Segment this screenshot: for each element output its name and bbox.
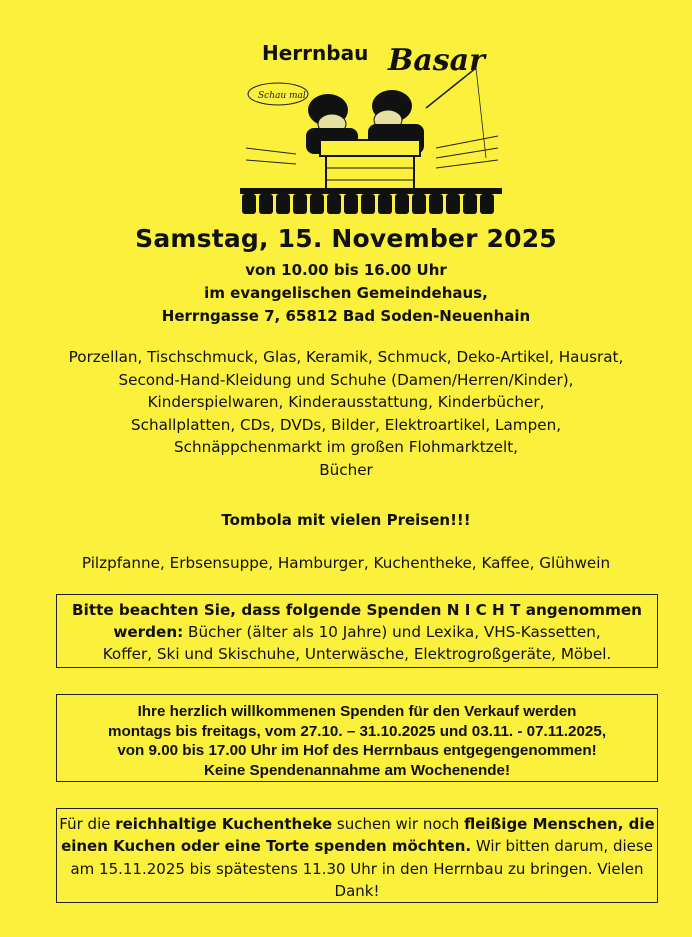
- cake-text-2: suchen wir noch: [332, 815, 465, 833]
- items-line: Bücher: [319, 460, 373, 479]
- donations-notice-box: [56, 694, 658, 782]
- items-line: Schallplatten, CDs, DVDs, Bilder, Elektroartikel, Lampen,: [130, 415, 562, 434]
- cake-notice-box: [56, 808, 658, 903]
- cake-text-4: am 15.11.2025 bis spätestens 11.30 Uhr in den Herrnbau zu bringen. Vielen: [70, 859, 644, 878]
- cake-bold-1: reichhaltige Kuchentheke: [115, 815, 333, 833]
- logo-word-herrnbau: Herrnbau: [262, 41, 369, 65]
- food-list: Pilzpfanne, Erbsensuppe, Hamburger, Kuchentheke, Kaffee, Glühwein: [81, 554, 611, 572]
- not-accepted-notice-box: [56, 594, 658, 668]
- not-accepted-werden: werden:: [113, 623, 184, 641]
- not-accepted-items-2: Koffer, Ski und Skischuhe, Unterwäsche, Elektrogroßgeräte, Möbel.: [102, 645, 612, 663]
- items-line: Porzellan, Tischschmuck, Glas, Keramik, Schmuck, Deko-Artikel, Hausrat,: [68, 348, 624, 366]
- speech-text: Schau mal: [258, 91, 306, 101]
- event-place: im evangelischen Gemeindehaus,: [204, 284, 488, 302]
- items-list: [0, 346, 692, 482]
- table-illustration: [320, 140, 420, 192]
- jars-row-illustration: [240, 188, 502, 214]
- cake-text-1: Für die: [59, 815, 116, 833]
- bazaar-logo: [236, 28, 506, 220]
- cake-text-5: Dank!: [334, 882, 380, 901]
- event-address: Herrngasse 7, 65812 Bad Soden-Neuenhain: [161, 307, 531, 325]
- tombola-heading: Tombola mit vielen Preisen!!!: [221, 511, 471, 529]
- event-date-title: Samstag, 15. November 2025: [135, 224, 557, 253]
- items-line: Schnäppchenmarkt im großen Flohmarktzelt,: [173, 438, 519, 457]
- logo-word-basar: Basar: [388, 43, 485, 78]
- event-time: von 10.00 bis 16.00 Uhr: [245, 261, 447, 279]
- not-accepted-heading: Bitte beachten Sie, dass folgende Spenden N I C H T angenommen: [72, 601, 642, 619]
- donations-line: Ihre herzlich willkommenen Spenden für den Verkauf werden: [137, 703, 577, 720]
- donations-line: von 9.00 bis 17.00 Uhr im Hof des Herrnbaus entgegengenommen!: [117, 742, 597, 759]
- cake-bold-3: einen Kuchen oder eine Torte spenden möchten.: [61, 837, 472, 856]
- items-line: Second-Hand-Kleidung und Schuhe (Damen/Herren/Kinder),: [118, 370, 574, 389]
- not-accepted-items-1: Bücher (älter als 10 Jahre) und Lexika, VHS-Kassetten,: [183, 623, 601, 641]
- donations-line: Keine Spendenannahme am Wochenende!: [203, 761, 511, 779]
- donations-line: montags bis freitags, vom 27.10. – 31.10.2025 und 03.11. - 07.11.2025,: [107, 722, 607, 740]
- items-line: Kinderspielwaren, Kinderausstattung, Kinderbücher,: [147, 393, 545, 412]
- cake-text-3: Wir bitten darum, diese: [471, 837, 653, 856]
- cake-bold-2: fleißige Menschen, die: [464, 815, 655, 833]
